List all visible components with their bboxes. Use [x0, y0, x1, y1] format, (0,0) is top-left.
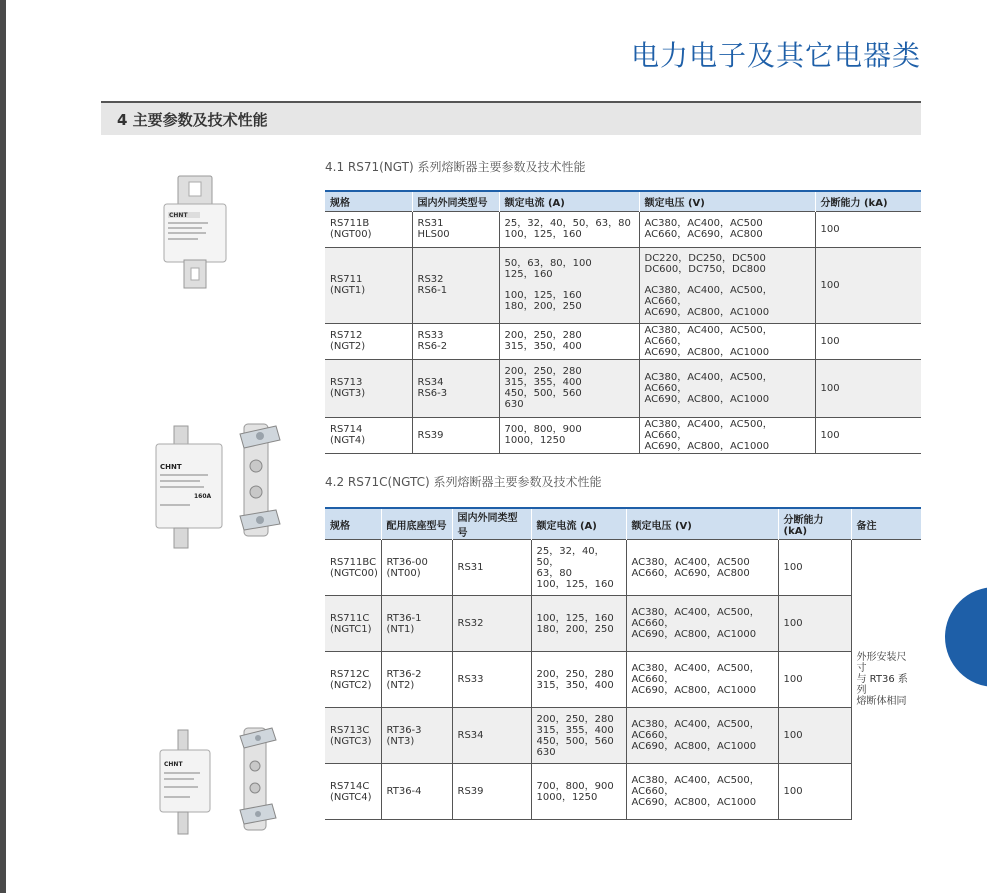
fuse-ngt00-image — [158, 172, 238, 292]
table-row — [325, 596, 921, 652]
breaking-cell: 100 — [778, 596, 851, 652]
cell-line: AC690，AC800，AC1000 — [631, 741, 757, 752]
cell-line: 700，800，900 — [536, 780, 614, 792]
cell-line: RS32 — [417, 274, 444, 285]
voltage-cell — [626, 708, 778, 764]
current-cell — [499, 359, 639, 417]
base-cell — [381, 764, 452, 820]
cell-line: 630 — [504, 399, 524, 410]
cell-block — [645, 419, 810, 452]
cell-line: 630 — [536, 746, 556, 758]
cell-line: AC380，AC400，AC500 — [644, 218, 763, 229]
table1-header-cell: 额定电流 (A) — [499, 191, 639, 211]
cell-line: RT36-1 — [386, 612, 422, 624]
cell-line: RS711C — [330, 612, 370, 624]
cell-line: AC380，AC400，AC500，AC660， — [644, 418, 773, 441]
current-cell — [531, 764, 626, 820]
fuse-ngtc-image — [150, 424, 230, 552]
table-row — [325, 540, 921, 596]
table-row — [325, 417, 921, 453]
cell-line: 180，200，250 — [536, 623, 614, 635]
section-title: 4 主要参数及技术性能 — [117, 111, 268, 129]
cell-line: RS6-2 — [417, 341, 448, 352]
fuse2-brand-label: CHNT — [160, 463, 182, 471]
equiv-cell — [412, 247, 499, 323]
breaking-cell: 100 — [815, 323, 921, 359]
fuse3-brand-label: CHNT — [164, 761, 183, 768]
cell-line: (NGTC4) — [330, 791, 372, 803]
cell-line: 315，355，400 — [504, 377, 582, 388]
table2-header-cell: 配用底座型号 — [381, 508, 452, 540]
fuse-base-image — [234, 420, 286, 540]
cell-line: RS6-3 — [417, 388, 448, 399]
cell-line: (NT00) — [386, 567, 421, 579]
equiv-cell — [452, 540, 531, 596]
cell-line: AC380，AC400，AC500，AC660， — [644, 324, 773, 347]
spec-cell — [325, 247, 412, 323]
cell-line: (NGTC2) — [330, 679, 372, 691]
cell-line: AC380，AC400，AC500， — [631, 775, 760, 786]
cell-line: AC690，AC800，AC1000 — [644, 440, 770, 452]
spec-cell — [325, 417, 412, 453]
cell-line: 100，125，160 — [504, 229, 582, 240]
equiv-cell — [452, 708, 531, 764]
voltage-cell — [639, 211, 815, 247]
base-cell — [381, 652, 452, 708]
cell-line: AC690，AC800，AC1000 — [631, 797, 757, 808]
voltage-cell — [626, 596, 778, 652]
equiv-cell — [452, 652, 531, 708]
equiv-cell — [412, 359, 499, 417]
cell-line: RS34 — [457, 730, 484, 741]
spec-cell — [325, 764, 381, 820]
cell-line: RT36-00 — [386, 556, 428, 568]
table-row — [325, 359, 921, 417]
cell-line: AC690，AC800，AC1000 — [631, 685, 757, 696]
current-cell — [499, 247, 639, 323]
voltage-cell — [639, 323, 815, 359]
cell-line: AC660， — [631, 730, 675, 741]
cell-line: HLS00 — [417, 229, 450, 240]
cell-line: (NT3) — [386, 735, 415, 747]
cell-line: RS34 — [417, 377, 444, 388]
cell-line: 50，63，80，100 — [504, 258, 592, 269]
current-cell — [499, 323, 639, 359]
cell-line: AC660， — [631, 674, 675, 685]
cell-line: RS712C — [330, 668, 370, 680]
table1-header-cell: 国内外同类型号 — [412, 191, 499, 211]
voltage-cell — [626, 540, 778, 596]
cell-line: AC380，AC400，AC500， — [631, 719, 760, 730]
base-cell — [381, 596, 452, 652]
spec-cell — [325, 708, 381, 764]
breaking-cell: 100 — [778, 764, 851, 820]
cell-line: RS712 — [330, 330, 363, 341]
cell-line: 100，125，160 — [536, 612, 614, 624]
voltage-cell — [639, 359, 815, 417]
cell-line: RT36-3 — [386, 724, 422, 736]
cell-line: RS713C — [330, 724, 370, 736]
breaking-cell: 100 — [778, 540, 851, 596]
cell-line: DC220，DC250，DC500 — [644, 252, 766, 264]
cell-line: 100，125，160 — [504, 290, 582, 301]
breaking-cell: 100 — [815, 211, 921, 247]
cell-line: AC690，AC800，AC1000 — [644, 393, 770, 405]
cell-block — [505, 258, 634, 280]
table1-header-cell: 额定电压 (V) — [639, 191, 815, 211]
cell-line: AC690，AC800，AC1000 — [644, 306, 770, 318]
cell-line: (NGT4) — [330, 435, 366, 446]
cell-line: 125，160 — [504, 269, 553, 280]
cell-line: 1000，1250 — [536, 791, 598, 803]
cell-line: RT36-2 — [386, 668, 422, 680]
spec-cell — [325, 596, 381, 652]
cell-line: DC600，DC750，DC800 — [644, 263, 766, 275]
voltage-cell — [639, 417, 815, 453]
table2-header-cell: 备注 — [851, 508, 921, 540]
cell-line: 450，500，560 — [504, 388, 582, 399]
table-row — [325, 764, 921, 820]
current-cell — [531, 596, 626, 652]
cell-block — [505, 366, 634, 410]
base-cell — [381, 540, 452, 596]
cell-line: RS39 — [417, 429, 444, 441]
current-cell — [499, 211, 639, 247]
cell-line: AC380，AC400，AC500， — [631, 607, 760, 618]
spec-cell — [325, 211, 412, 247]
table-row — [325, 708, 921, 764]
cell-line: RS714 — [330, 424, 363, 435]
cell-line: 200，250，280 — [504, 330, 582, 341]
cell-line: AC380，AC400，AC500， — [631, 663, 760, 674]
cell-line: RS6-1 — [417, 285, 448, 296]
cell-line: RS31 — [417, 218, 444, 229]
cell-block — [645, 253, 810, 275]
spec-cell — [325, 323, 412, 359]
table-row — [325, 323, 921, 359]
page-edge — [0, 0, 6, 893]
cell-line: RS31 — [457, 562, 484, 573]
cell-line: RT36-4 — [386, 786, 422, 797]
cell-line: AC690，AC800，AC1000 — [631, 629, 757, 640]
breaking-cell: 100 — [778, 708, 851, 764]
cell-line: AC660， — [631, 618, 675, 629]
cell-line: 25，32，40，50，63，80 — [504, 218, 631, 229]
page-title: 电力电子及其它电器类 — [630, 39, 921, 72]
current-cell — [499, 417, 639, 453]
cell-line: RS713 — [330, 377, 363, 388]
current-cell — [531, 652, 626, 708]
table2-caption: 4.2 RS71C(NGTC) 系列熔断器主要参数及技术性能 — [325, 475, 602, 489]
breaking-cell: 100 — [778, 652, 851, 708]
spec-cell — [325, 540, 381, 596]
cell-block — [645, 325, 810, 358]
table2-header-cell: 规格 — [325, 508, 381, 540]
cell-line: 200，250，280 — [504, 366, 582, 377]
equiv-cell — [452, 596, 531, 652]
cell-line: (NT1) — [386, 623, 415, 635]
current-cell — [531, 540, 626, 596]
cell-block — [505, 290, 634, 312]
cell-line: 与 RT36 系列 — [856, 674, 908, 697]
cell-line: RS711B — [330, 218, 370, 229]
cell-line: AC690，AC800，AC1000 — [644, 346, 770, 358]
cell-line: 180，200，250 — [504, 301, 582, 312]
fuse1-brand-label: CHNT — [169, 212, 188, 219]
cell-line: 315，350，400 — [504, 341, 582, 352]
remark-cell — [851, 540, 921, 820]
cell-line: (NGTC00) — [330, 567, 378, 579]
cell-line: 1000，1250 — [504, 435, 566, 446]
cell-block — [505, 424, 634, 446]
cell-line: AC380，AC400，AC500 — [631, 556, 750, 568]
cell-line: 100，125，160 — [536, 578, 614, 590]
cell-line: (NT2) — [386, 679, 415, 691]
page-tab-marker — [945, 587, 987, 687]
table-rs71c-ngtc — [325, 507, 921, 820]
fuse-small-image — [156, 728, 218, 838]
cell-line: AC660，AC690，AC800 — [631, 567, 750, 579]
table-rs71-ngt — [325, 190, 921, 454]
cell-line: 315，350，400 — [536, 679, 614, 691]
equiv-cell — [412, 323, 499, 359]
cell-line: 450，500，560 — [536, 735, 614, 747]
voltage-cell — [626, 652, 778, 708]
cell-block — [645, 285, 810, 318]
section-header — [101, 101, 921, 135]
cell-line: RS711 — [330, 274, 363, 285]
table2-header-cell: 国内外同类型号 — [452, 508, 531, 540]
base-cell — [381, 708, 452, 764]
cell-line: (NGTC3) — [330, 735, 372, 747]
table-row — [325, 211, 921, 247]
table1-header-cell: 规格 — [325, 191, 412, 211]
equiv-cell — [452, 764, 531, 820]
cell-line: AC660， — [631, 786, 675, 797]
fuse-small-base-image — [236, 722, 280, 836]
breaking-cell: 100 — [815, 247, 921, 323]
cell-line: 315，355，400 — [536, 724, 614, 736]
table2-header-cell: 额定电压 (V) — [626, 508, 778, 540]
cell-line: (NGT1) — [330, 285, 366, 296]
cell-block — [645, 218, 810, 240]
table-row — [325, 247, 921, 323]
cell-line: 外形安装尺寸 — [856, 652, 907, 675]
voltage-cell — [639, 247, 815, 323]
cell-line: RS711BC — [330, 556, 377, 568]
cell-line: RS33 — [417, 330, 444, 341]
cell-line: 200，250，280 — [536, 668, 614, 680]
breaking-cell: 100 — [815, 417, 921, 453]
cell-line: AC380，AC400，AC500，AC660， — [644, 284, 773, 307]
equiv-cell — [412, 211, 499, 247]
cell-block — [505, 330, 634, 352]
table1-caption: 4.1 RS71(NGT) 系列熔断器主要参数及技术性能 — [325, 160, 586, 174]
cell-line: (NGTC1) — [330, 623, 372, 635]
cell-line: RS714C — [330, 780, 370, 792]
table2-header-cell: 分断能力 (kA) — [778, 508, 851, 540]
cell-block — [505, 218, 634, 240]
cell-line: RS32 — [457, 618, 484, 629]
cell-line: 200，250，280 — [536, 713, 614, 725]
equiv-cell — [412, 417, 499, 453]
spec-cell — [325, 652, 381, 708]
table2-header-cell: 额定电流 (A) — [531, 508, 626, 540]
spec-cell — [325, 359, 412, 417]
cell-line: (NGT2) — [330, 341, 366, 352]
cell-line: 熔断体相同 — [856, 696, 907, 708]
cell-line: RS39 — [457, 786, 484, 797]
cell-block — [645, 372, 810, 405]
cell-line: AC660，AC690，AC800 — [644, 229, 763, 240]
fuse2-rating-label: 160A — [194, 493, 212, 500]
cell-line: 25，32，40，50， — [536, 545, 605, 568]
cell-line: (NGT00) — [330, 229, 372, 240]
table-row — [325, 652, 921, 708]
cell-line: RS33 — [457, 674, 484, 685]
cell-line: AC380，AC400，AC500，AC660， — [644, 371, 773, 394]
cell-line: 63，80 — [536, 567, 572, 579]
breaking-cell: 100 — [815, 359, 921, 417]
cell-line: 700，800，900 — [504, 424, 582, 435]
voltage-cell — [626, 764, 778, 820]
current-cell — [531, 708, 626, 764]
cell-line: (NGT3) — [330, 388, 366, 399]
table1-header-cell: 分断能力 (kA) — [815, 191, 921, 211]
